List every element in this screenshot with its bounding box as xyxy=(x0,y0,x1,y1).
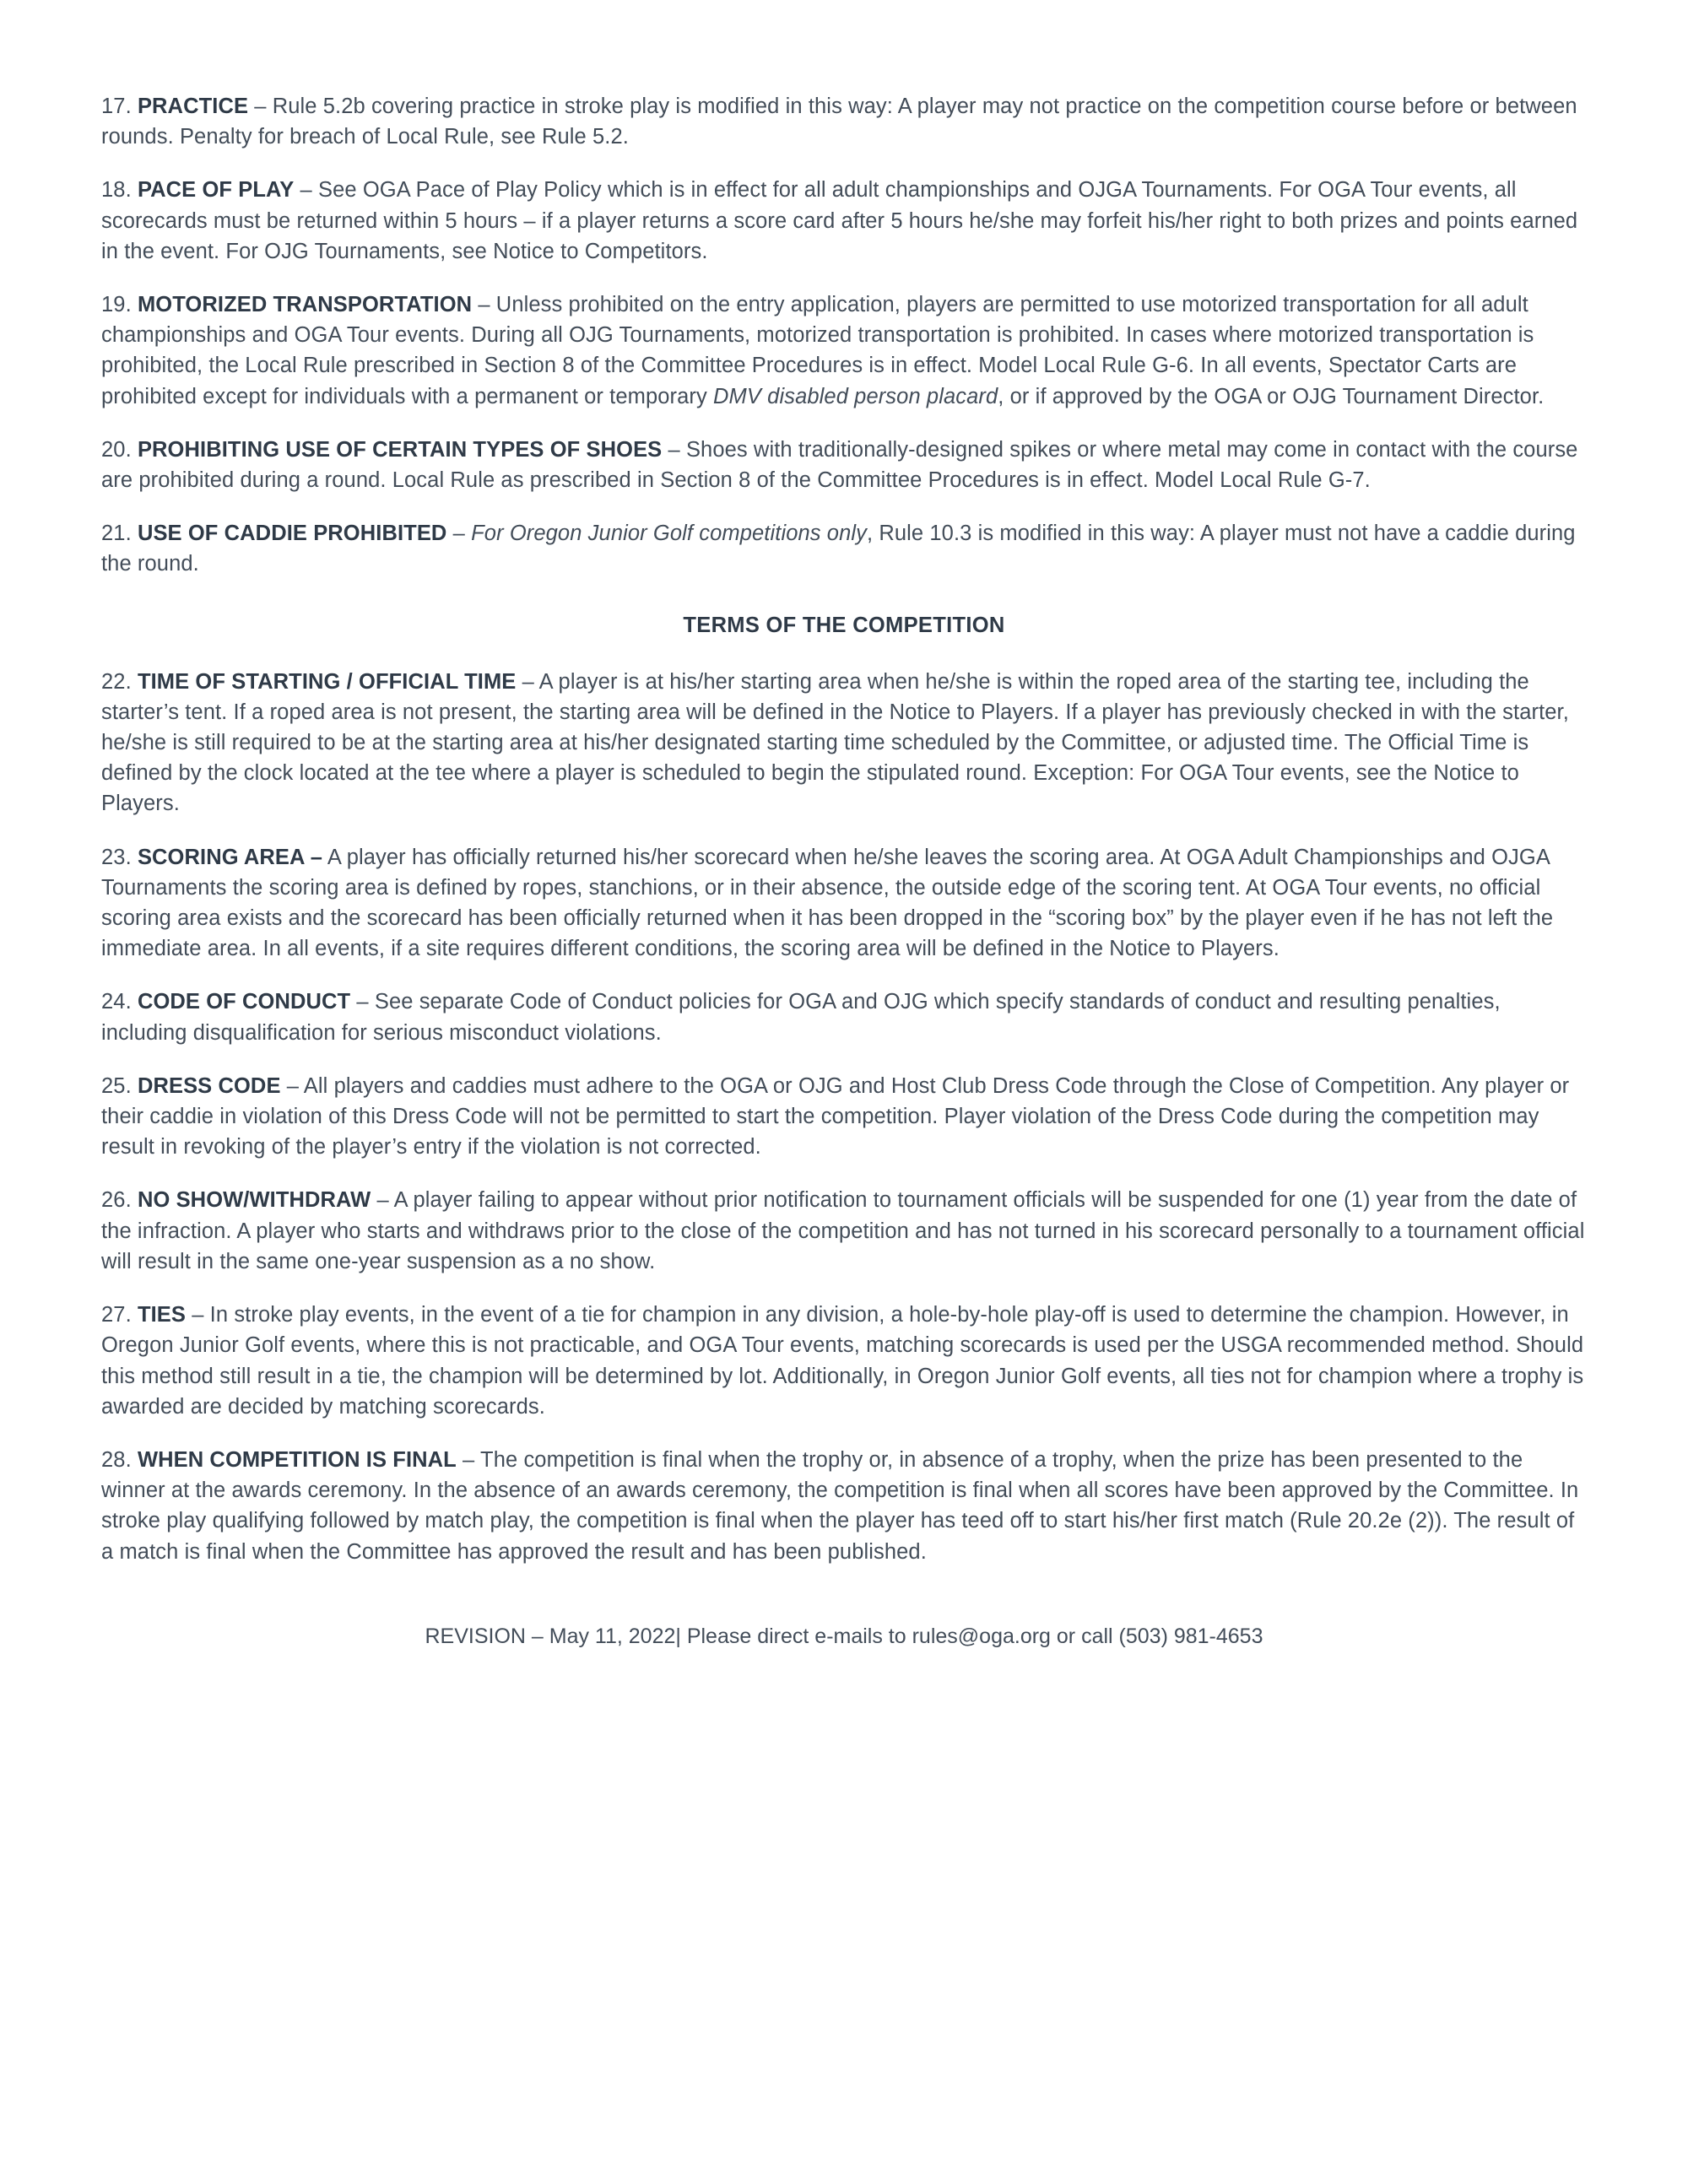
rule-number: 21. xyxy=(101,522,132,546)
rule-paragraph-18 xyxy=(101,175,1587,267)
rule-text: – See OGA Pace of Play Policy which is in effect for all adult championships and OJGA Tournaments. For OGA Tour events, all scorecards must be returned within 5 hours – if a player returns a score card after 5 hours he/she may forfeit his/her right to both prizes and points earned in the event. For OJG Tournaments, see Notice to Competitors. xyxy=(101,178,1578,263)
document-body xyxy=(101,91,1587,1649)
rule-number: 18. xyxy=(101,178,132,203)
rule-number: 17. xyxy=(101,95,132,118)
rule-paragraph-28 xyxy=(101,1445,1587,1567)
rule-text-after: , or if approved by the OGA or OJG Tournament Director. xyxy=(998,384,1545,408)
rule-paragraph-22 xyxy=(101,667,1587,819)
rule-paragraph-17 xyxy=(101,91,1587,152)
rule-title: NO SHOW/WITHDRAW xyxy=(137,1188,371,1213)
rule-paragraph-26 xyxy=(101,1185,1587,1277)
rule-text: – The competition is final when the trophy or, in absence of a trophy, when the prize has been presented to the winner at the awards ceremony. In the absence of an awards ceremony, the competition is final when all scores have been approved by the Committee. In stroke play qualifying followed by match play, the competition is final when the player has teed off to start his/her first match (Rule 20.2e (2)). The result of a match is final when the Committee has approved the result and has been published. xyxy=(101,1447,1579,1564)
rule-number: 25. xyxy=(101,1073,132,1098)
rule-text: A player has officially returned his/her scorecard when he/she leaves the scoring area. At OGA Adult Championships and OJGA Tournaments the scoring area is defined by ropes, stanchions, or in their absence, the outside edge of the scoring tent. At OGA Tour events, no official scoring area exists and the scorecard has been officially returned when it has been dropped in the “scoring box” by the player even if he has not left the immediate area. In all events, if a site requires different conditions, the scoring area will be defined in the Notice to Players. xyxy=(101,845,1554,961)
rule-text: – xyxy=(446,522,472,546)
rule-title: DRESS CODE xyxy=(137,1073,281,1098)
rule-text: – All players and caddies must adhere to the OGA or OJG and Host Club Dress Code through the Close of Competition. Any player or their caddie in violation of this Dress Code will not be permitted to start the competition. Player violation of the Dress Code during the competition may result in revoking of the player’s entry if the violation is not corrected. xyxy=(101,1073,1570,1160)
document-footer: REVISION – May 11, 2022| Please direct e-mails to rules@oga.org or call (503) 981-4653 xyxy=(425,1624,1263,1648)
rule-number: 26. xyxy=(101,1188,132,1213)
rule-text: – A player is at his/her starting area when he/she is within the roped area of the starting tee, including the starter’s tent. If a roped area is not present, the starting area will be defined in the Notice to Players. If a player has previously checked in with the starter, he/she is still required to be at the starting area at his/her designated starting time scheduled by the Committee, or adjusted time. The Official Time is defined by the clock located at the tee where a player is scheduled to begin the stipulated round. Exception: For OGA Tour events, see the Notice to Players. xyxy=(101,669,1569,816)
rule-number: 19. xyxy=(101,293,132,317)
rule-text-italic: For Oregon Junior Golf competitions only xyxy=(471,522,867,546)
rule-text: – Shoes with traditionally-designed spikes or where metal may come in contact with the course are prohibited during a round. Local Rule as prescribed in Section 8 of the Committee Procedures is in effect. Model Local Rule G-7. xyxy=(101,437,1578,493)
rule-number: 23. xyxy=(101,845,132,869)
rule-text: – Unless prohibited on the entry application, players are permitted to use motorized transportation for all adult championships and OGA Tour events. During all OJG Tournaments, motorized transportation is prohibited. In cases where motorized transportation is prohibited, the Local Rule prescribed in Section 8 of the Committee Procedures is in effect. Model Local Rule G-6. In all events, Spectator Carts are prohibited except for individuals with a permanent or temporary xyxy=(101,293,1534,408)
rule-number: 22. xyxy=(101,669,132,694)
rule-paragraph-23 xyxy=(101,842,1587,965)
rule-paragraph-25 xyxy=(101,1071,1587,1163)
rule-paragraph-20 xyxy=(101,435,1587,495)
rule-title: CODE OF CONDUCT xyxy=(137,990,351,1014)
rule-title: PROHIBITING USE OF CERTAIN TYPES OF SHOES xyxy=(137,437,663,462)
rule-title: USE OF CADDIE PROHIBITED xyxy=(137,522,447,546)
rule-paragraph-24 xyxy=(101,987,1587,1047)
rule-number: 20. xyxy=(101,437,132,462)
rule-title: SCORING AREA – xyxy=(137,845,323,869)
rule-text: – Rule 5.2b covering practice in stroke play is modified in this way: A player may not practice on the competition course before or between rounds. Penalty for breach of Local Rule, see Rule 5.2. xyxy=(101,95,1577,149)
rule-number: 28. xyxy=(101,1447,132,1472)
rule-text: – See separate Code of Conduct policies for OGA and OJG which specify standards of conduct and resulting penalties, including disqualification for serious misconduct violations. xyxy=(101,990,1501,1045)
rule-title: MOTORIZED TRANSPORTATION xyxy=(137,293,473,317)
rule-text-after: , Rule 10.3 is modified in this way: A player must not have a caddie during the round. xyxy=(101,522,1576,576)
rule-number: 27. xyxy=(101,1303,132,1327)
rule-paragraph-27 xyxy=(101,1300,1587,1422)
rule-number: 24. xyxy=(101,990,132,1014)
rule-paragraph-19 xyxy=(101,289,1587,412)
rule-text-italic: DMV disabled person placard xyxy=(713,384,998,408)
rule-paragraph-21 xyxy=(101,518,1587,579)
section-heading-terms-of-competition: TERMS OF THE COMPETITION xyxy=(683,613,1005,637)
rule-title: WHEN COMPETITION IS FINAL xyxy=(137,1447,457,1472)
rule-title: TIME OF STARTING / OFFICIAL TIME xyxy=(137,669,517,694)
rule-text: – In stroke play events, in the event of a tie for champion in any division, a hole-by-hole play-off is used to determine the champion. However, in Oregon Junior Golf events, where this is not practicable, and OGA Tour events, matching scorecards is used per the USGA recommended method. Should this method still result in a tie, the champion will be determined by lot. Additionally, in Oregon Junior Golf events, all ties not for champion where a trophy is awarded are decided by matching scorecards. xyxy=(101,1303,1584,1419)
rule-title: PRACTICE xyxy=(137,95,249,118)
rule-title: PACE OF PLAY xyxy=(137,178,295,203)
rule-title: TIES xyxy=(137,1303,187,1327)
rule-text: – A player failing to appear without prior notification to tournament officials will be suspended for one (1) year from the date of the infraction. A player who starts and withdraws prior to the close of the competition and has not turned in his scorecard personally to a tournament official will result in the same one-year suspension as a no show. xyxy=(101,1188,1585,1273)
